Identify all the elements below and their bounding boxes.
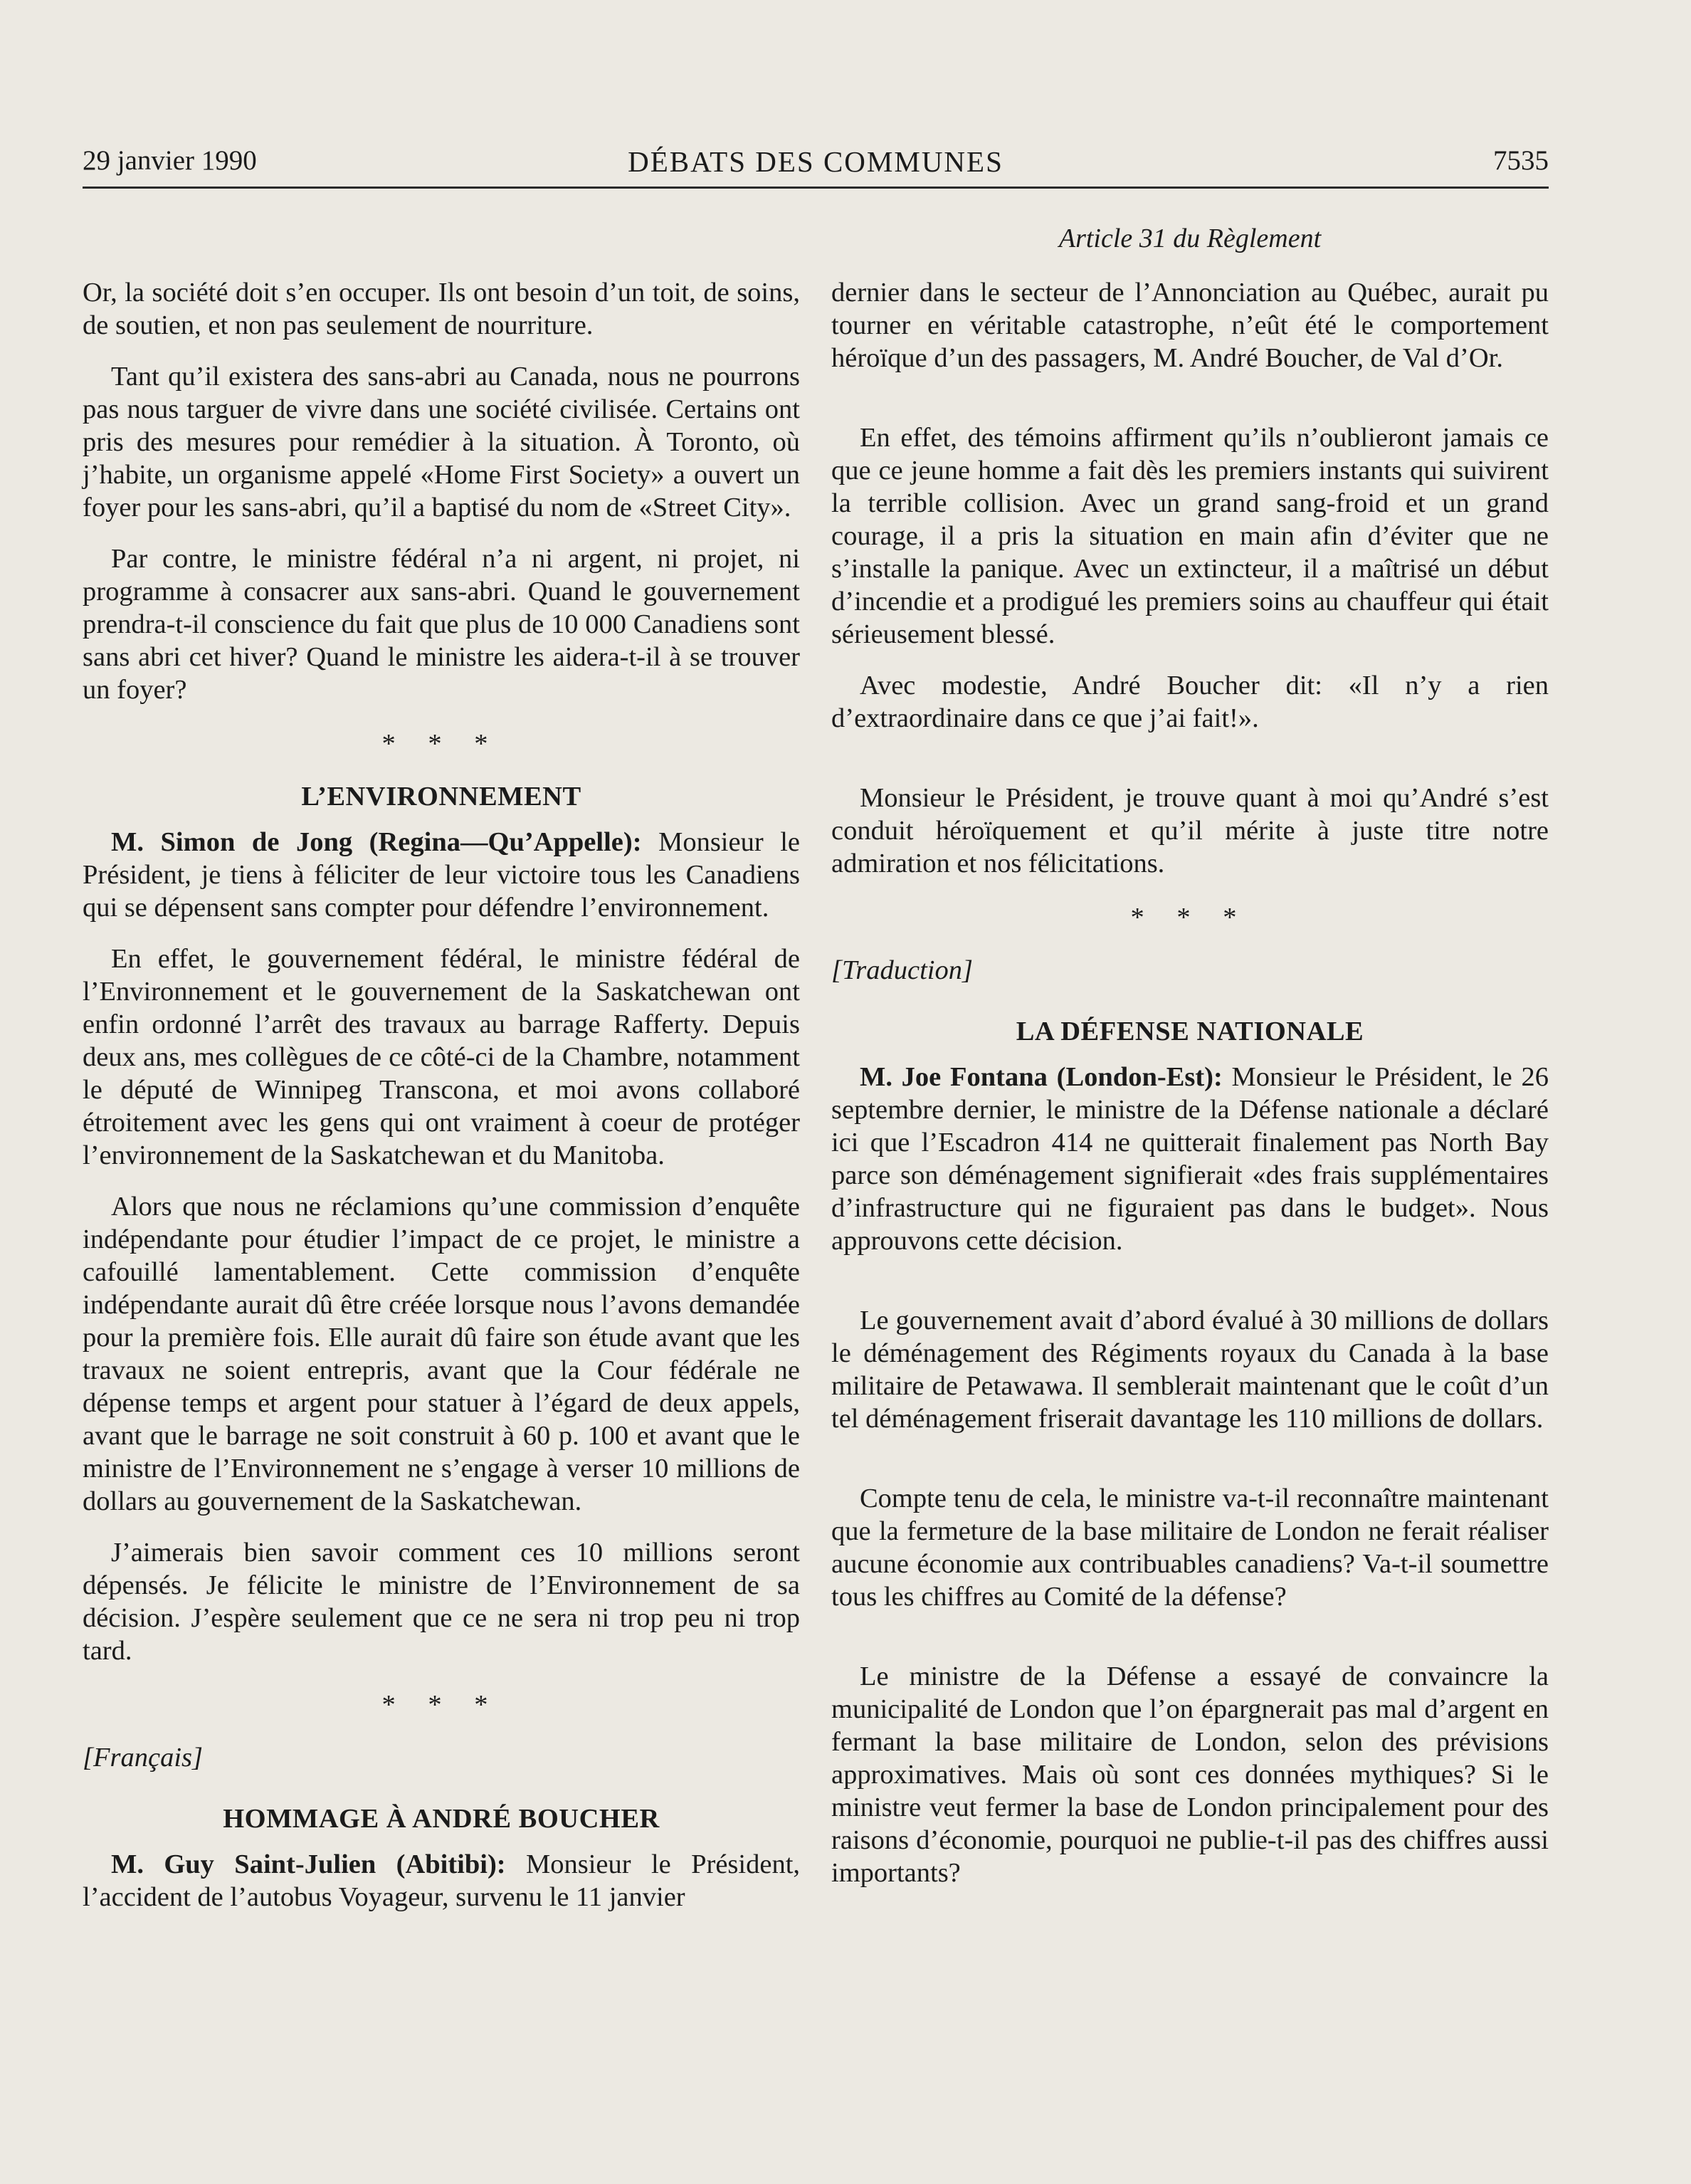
paragraph: En effet, des témoins affirment qu’ils n’oublieront jamais ce que ce jeune homme a fait dès les premiers instants qui suivirent la terrible collision. Avec un grand sang-froid et un grand courage, il a pris la situation en main afin d’éviter que ne s’installe la panique. Avec un extincteur, il a maîtrisé un début d’incendie et a prodigué les premiers soins au chauffeur qui était sérieusement blessé. xyxy=(831,423,1549,649)
paragraph: Le ministre de la Défense a essayé de convaincre la municipalité de London que l’on épargnerait pas mal d’argent en fermant la base militaire de London, selon des prévisions approximatives. Mais où sont ces données mythiques? Si le ministre veut fermer la base de London principalement pour des raisons d’économie, pourquoi ne publie-t-il pas des chiffres aussi importants? xyxy=(831,1661,1549,1888)
language-note: [Traduction] xyxy=(831,955,973,985)
paragraph xyxy=(83,1848,800,1913)
section-separator: * * * xyxy=(381,729,501,759)
page-header xyxy=(83,145,1549,187)
header-rule xyxy=(83,187,1549,189)
paragraph: Monsieur le Président, je trouve quant à moi qu’André s’est conduit héroïquement et qu’il mérite à juste titre notre admiration et nos félicitations. xyxy=(831,783,1549,878)
paragraph: Tant qu’il existera des sans-abri au Canada, nous ne pourrons pas nous targuer de vivre dans une société civilisée. Certains ont pris des mesures pour remédier à la situation. À Toronto, où j’habite, un organisme appelé «Home First Society» a ouvert un foyer pour les sans-abri, qu’il a baptisé du nom de «Street City». xyxy=(83,362,800,523)
spacer xyxy=(831,1454,1549,1482)
header-date: 29 janvier 1990 xyxy=(83,145,257,176)
running-head: Article 31 du Règlement xyxy=(1058,224,1322,253)
spacer xyxy=(831,1632,1549,1660)
speaker-name: M. Guy Saint-Julien (Abitibi): xyxy=(111,1849,506,1879)
page-number: 7535 xyxy=(1493,145,1549,176)
paragraph: Alors que nous ne réclamions qu’une commission d’enquête indépendante pour étudier l’impact de ce projet, le ministre a cafouillé lamentablement. Cette commission d’enquête indépendante aurait dû être créée lorsque nous l’avons demandée pour la première fois. Elle aurait dû faire son étude avant que les travaux ne soient entrepris, avant que la Cour fédérale ne dépense temps et argent pour statuer à l’égard de deux appels, avant que le barrage ne soit construit à 60 p. 100 et avant que le ministre de l’Environnement ne s’engage à verser 10 millions de dollars au gouvernement de la Saskatchewan. xyxy=(83,1192,800,1516)
language-note: [Français] xyxy=(83,1743,203,1773)
spacer xyxy=(831,1276,1549,1304)
section-separator: * * * xyxy=(381,1690,501,1720)
speech-text: Monsieur le Président, je tiens à féliciter de leur victoire tous les Canadiens qui se dépensent sans compter pour défendre l’environnement. xyxy=(83,827,801,923)
paragraph: J’aimerais bien savoir comment ces 10 millions seront dépensés. Je félicite le ministre de l’Environnement de sa décision. J’espère seulement que ce ne sera ni trop peu ni trop tard. xyxy=(83,1538,800,1666)
paragraph: Par contre, le ministre fédéral n’a ni argent, ni projet, ni programme à consacrer aux sans-abri. Quand le gouvernement prendra-t-il conscience du fait que plus de 10 000 Canadiens sont sans abri cet hiver? Quand le ministre les aidera-t-il à se trouver un foyer? xyxy=(83,544,800,705)
speech-text: Monsieur le Président, l’accident de l’autobus Voyageur, survenu le 11 janvier xyxy=(83,1849,801,1912)
paragraph: En effet, le gouvernement fédéral, le ministre fédéral de l’Environnement et le gouvernement de la Saskatchewan ont enfin ordonné l’arrêt des travaux au barrage Rafferty. Depuis deux ans, mes collègues de ce côté-ci de la Chambre, notamment le député de Winnipeg Transcona, et moi avons collaboré étroitement avec les gens qui ont vraiment à coeur de protéger l’environnement de la Saskatchewan et du Manitoba. xyxy=(83,944,800,1170)
paragraph xyxy=(83,826,800,924)
paragraph: Or, la société doit s’en occuper. Ils ont besoin d’un toit, de soins, de soutien, et non pas seulement de nourriture. xyxy=(83,278,800,340)
speaker-name: M. Simon de Jong (Regina—Qu’Appelle): xyxy=(111,827,642,857)
paragraph: dernier dans le secteur de l’Annonciation au Québec, aurait pu tourner en véritable catastrophe, n’eût été le comportement héroïque d’un des passagers, M. André Boucher, de Val d’Or. xyxy=(831,278,1549,373)
paragraph xyxy=(831,1061,1549,1257)
section-heading: LA DÉFENSE NATIONALE xyxy=(1016,1017,1364,1046)
spacer xyxy=(831,393,1549,421)
right-column xyxy=(831,276,1549,1908)
speaker-name: M. Joe Fontana (London-Est): xyxy=(860,1062,1223,1092)
paragraph: Compte tenu de cela, le ministre va-t-il reconnaître maintenant que la fermeture de la base militaire de London ne ferait réaliser aucune économie aux contribuables canadiens? Va-t-il soumettre tous les chiffres au Comité de la défense? xyxy=(831,1484,1549,1612)
section-heading: HOMMAGE À ANDRÉ BOUCHER xyxy=(223,1804,660,1834)
paragraph: Avec modestie, André Boucher dit: «Il n’y a rien d’extraordinaire dans ce que j’ai fait!». xyxy=(831,671,1549,733)
header-title: DÉBATS DES COMMUNES xyxy=(628,145,1003,178)
paragraph: Le gouvernement avait d’abord évalué à 30 millions de dollars le déménagement des Régiments royaux du Canada à la base militaire de Petawawa. Il semblerait maintenant que le coût d’un tel déménagement friserait davantage les 110 millions de dollars. xyxy=(831,1306,1549,1434)
section-heading: L’ENVIRONNEMENT xyxy=(301,782,581,812)
spacer xyxy=(831,753,1549,782)
left-column xyxy=(83,276,800,1932)
speech-text: Monsieur le Président, le 26 septembre dernier, le ministre de la Défense nationale a déclaré ici que l’Escadron 414 ne quitterait finalement pas North Bay parce son déménagement signifierait «des frais supplémentaires d’infrastructure qui ne figuraient pas dans le budget». Nous approuvons cette décision. xyxy=(831,1062,1549,1256)
section-separator: * * * xyxy=(1130,903,1250,933)
